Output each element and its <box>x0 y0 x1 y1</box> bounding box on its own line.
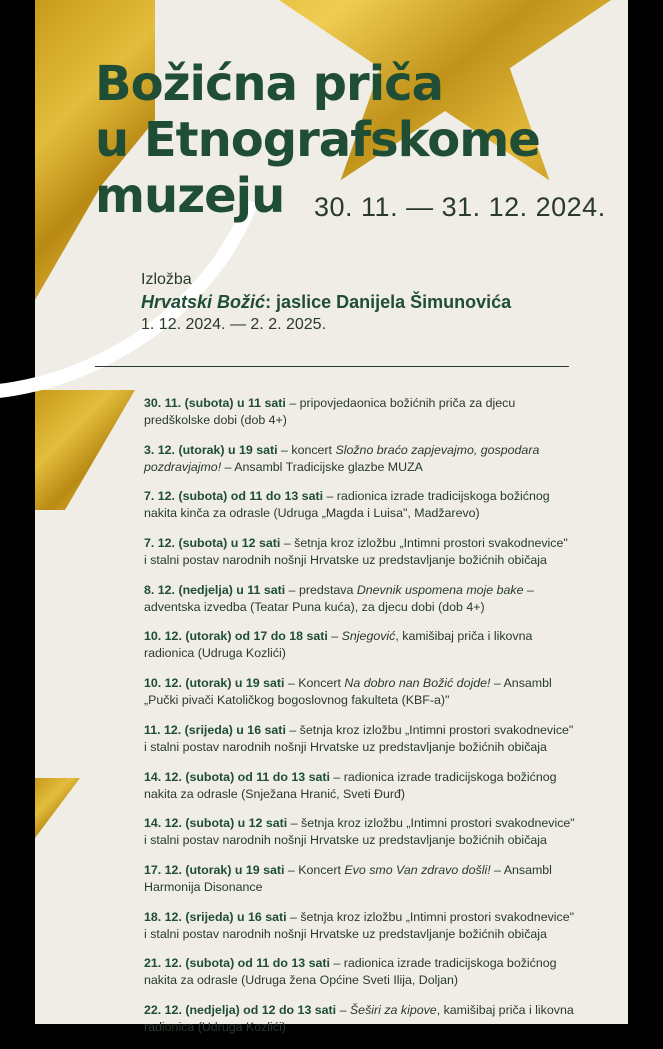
event-description: – Ansambl Tradicijske glazbe MUZA <box>221 459 423 474</box>
event-description: i stalni postav narodnih nošnji Hrvatske uz predstavljanje božićnih običaja <box>144 833 547 848</box>
event-description: predškolske dobi (dob 4+) <box>144 413 287 427</box>
event-description: , kamišibaj priča i likovna <box>395 629 533 644</box>
event-datetime: 22. 12. (nedjelja) od 12 do 13 sati <box>144 1002 337 1017</box>
event-item <box>144 488 604 535</box>
event-description: – radionica izrade tradicijskoga božićnog <box>323 489 550 504</box>
event-datetime: 10. 12. (utorak) u 19 sati <box>144 676 285 691</box>
event-item <box>144 675 604 722</box>
event-item <box>144 442 604 489</box>
event-description: – Koncert <box>284 862 345 877</box>
event-description: – Ansambl <box>490 676 552 691</box>
event-item <box>144 535 604 582</box>
event-datetime: 30. 11. (subota) u 11 sati <box>144 396 286 410</box>
gold-leaf-decoration <box>35 390 135 510</box>
event-datetime: 7. 12. (subota) od 11 do 13 sati <box>144 489 324 504</box>
event-datetime: 14. 12. (subota) u 12 sati <box>144 816 288 831</box>
event-item <box>144 909 604 956</box>
event-datetime: 18. 12. (srijeda) u 16 sati <box>144 909 287 924</box>
title-line: muzeju <box>95 168 285 224</box>
event-item <box>144 862 604 909</box>
exhibition-name-rest: : jaslice Danijela Šimunovića <box>265 292 512 312</box>
event-datetime: 17. 12. (utorak) u 19 sati <box>144 862 285 877</box>
event-datetime: 3. 12. (utorak) u 19 sati <box>144 442 278 457</box>
event-description: nakita za odrasle (Udruga žena Općine Sveti Ilija, Doljan) <box>144 973 459 988</box>
divider <box>95 366 569 367</box>
event-description: nakita kinča za odrasle (Udruga „Magda i Luisa", Madžarevo) <box>144 506 480 521</box>
event-description: – koncert <box>277 442 336 457</box>
event-datetime: 8. 12. (nedjelja) u 11 sati <box>144 582 286 597</box>
event-description: nakita za odrasle (Snježana Hranić, Sveti Đurđ) <box>144 786 406 801</box>
event-title-italic: Šeširi za kipove <box>349 1002 437 1017</box>
event-description: – radionica izrade tradicijskoga božićnog <box>329 769 557 784</box>
exhibition-dates: 1. 12. 2024. — 2. 2. 2025. <box>141 316 327 333</box>
event-description: radionica (Udruga Kozlići) <box>144 1019 286 1034</box>
event-title-italic: pozdravjajmo! <box>144 459 222 474</box>
event-description: i stalni postav narodnih nošnji Hrvatske uz predstavljanje božićnih običaja <box>144 926 547 941</box>
event-list <box>144 395 604 1049</box>
event-description: – šetnja kroz izložbu „Intimni prostori svakodnevice" <box>280 536 568 551</box>
event-item <box>144 628 604 675</box>
event-description: i stalni postav narodnih nošnji Hrvatske uz predstavljanje božićnih običaja <box>144 553 547 568</box>
event-description: – predstava <box>285 582 357 597</box>
event-description: – <box>523 582 534 597</box>
event-description: – <box>327 629 342 644</box>
event-dates: 30. 11. — 31. 12. 2024. <box>314 192 606 222</box>
event-datetime: 21. 12. (subota) od 11 do 13 sati <box>144 956 330 971</box>
event-description: i stalni postav narodnih nošnji Hrvatske uz predstavljanje božićnih običaja <box>144 739 547 754</box>
event-description: – Koncert <box>284 676 345 691</box>
event-datetime: 14. 12. (subota) od 11 do 13 sati <box>144 769 330 784</box>
event-description: – šetnja kroz izložbu „Intimni prostori svakodnevice" <box>287 816 575 831</box>
title-line: u Etnografskome <box>95 112 540 168</box>
event-title-italic: Evo smo Van zdravo došli! <box>344 862 491 877</box>
event-description: – šetnja kroz izložbu „Intimni prostori svakodnevice" <box>286 909 575 924</box>
event-item <box>144 769 604 816</box>
event-description: , kamišibaj priča i likovna <box>436 1002 574 1017</box>
event-description: – radionica izrade tradicijskoga božićnog <box>329 956 557 971</box>
event-datetime: 10. 12. (utorak) od 17 do 18 sati <box>144 629 328 644</box>
title-line: Božićna priča <box>95 56 444 112</box>
event-description: „Pučki pivači Katoličkog bogoslovnog fakulteta (KBF-a)" <box>144 693 450 708</box>
exhibition-name-italic: Hrvatski Božić <box>141 292 266 312</box>
exhibition-name <box>141 290 511 314</box>
exhibition-label: Izložba <box>141 271 192 288</box>
event-item <box>144 1002 604 1049</box>
event-datetime: 11. 12. (srijeda) u 16 sati <box>144 722 286 737</box>
event-description: – Ansambl <box>490 862 552 877</box>
event-title-italic: Dnevnik uspomena moje bake <box>356 582 524 597</box>
exhibition-info <box>141 270 511 336</box>
event-item <box>144 955 604 1002</box>
event-description: Harmonija Disonance <box>144 879 263 894</box>
event-item <box>144 815 604 862</box>
event-datetime: 7. 12. (subota) u 12 sati <box>144 536 281 551</box>
event-title-italic: Složno braćo zapjevajmo, gospodara <box>335 442 540 457</box>
event-description: – pripovjedaonica božićnih priča za djecu <box>285 396 516 410</box>
poster <box>35 0 628 1034</box>
event-description: adventska izvedba (Teatar Puna kuća), za djecu dobi (dob 4+) <box>144 599 485 614</box>
event-description: radionica (Udruga Kozlići) <box>144 646 286 661</box>
event-title-italic: Na dobro nan Božić dojde! <box>344 676 491 691</box>
event-description: – šetnja kroz izložbu „Intimni prostori svakodnevice" <box>285 722 574 737</box>
gold-leaf-decoration <box>35 778 80 838</box>
event-title-italic: Snjegović <box>341 629 396 644</box>
event-description: – <box>336 1002 350 1017</box>
event-item <box>144 582 604 629</box>
event-item <box>144 395 604 442</box>
event-item <box>144 722 604 769</box>
